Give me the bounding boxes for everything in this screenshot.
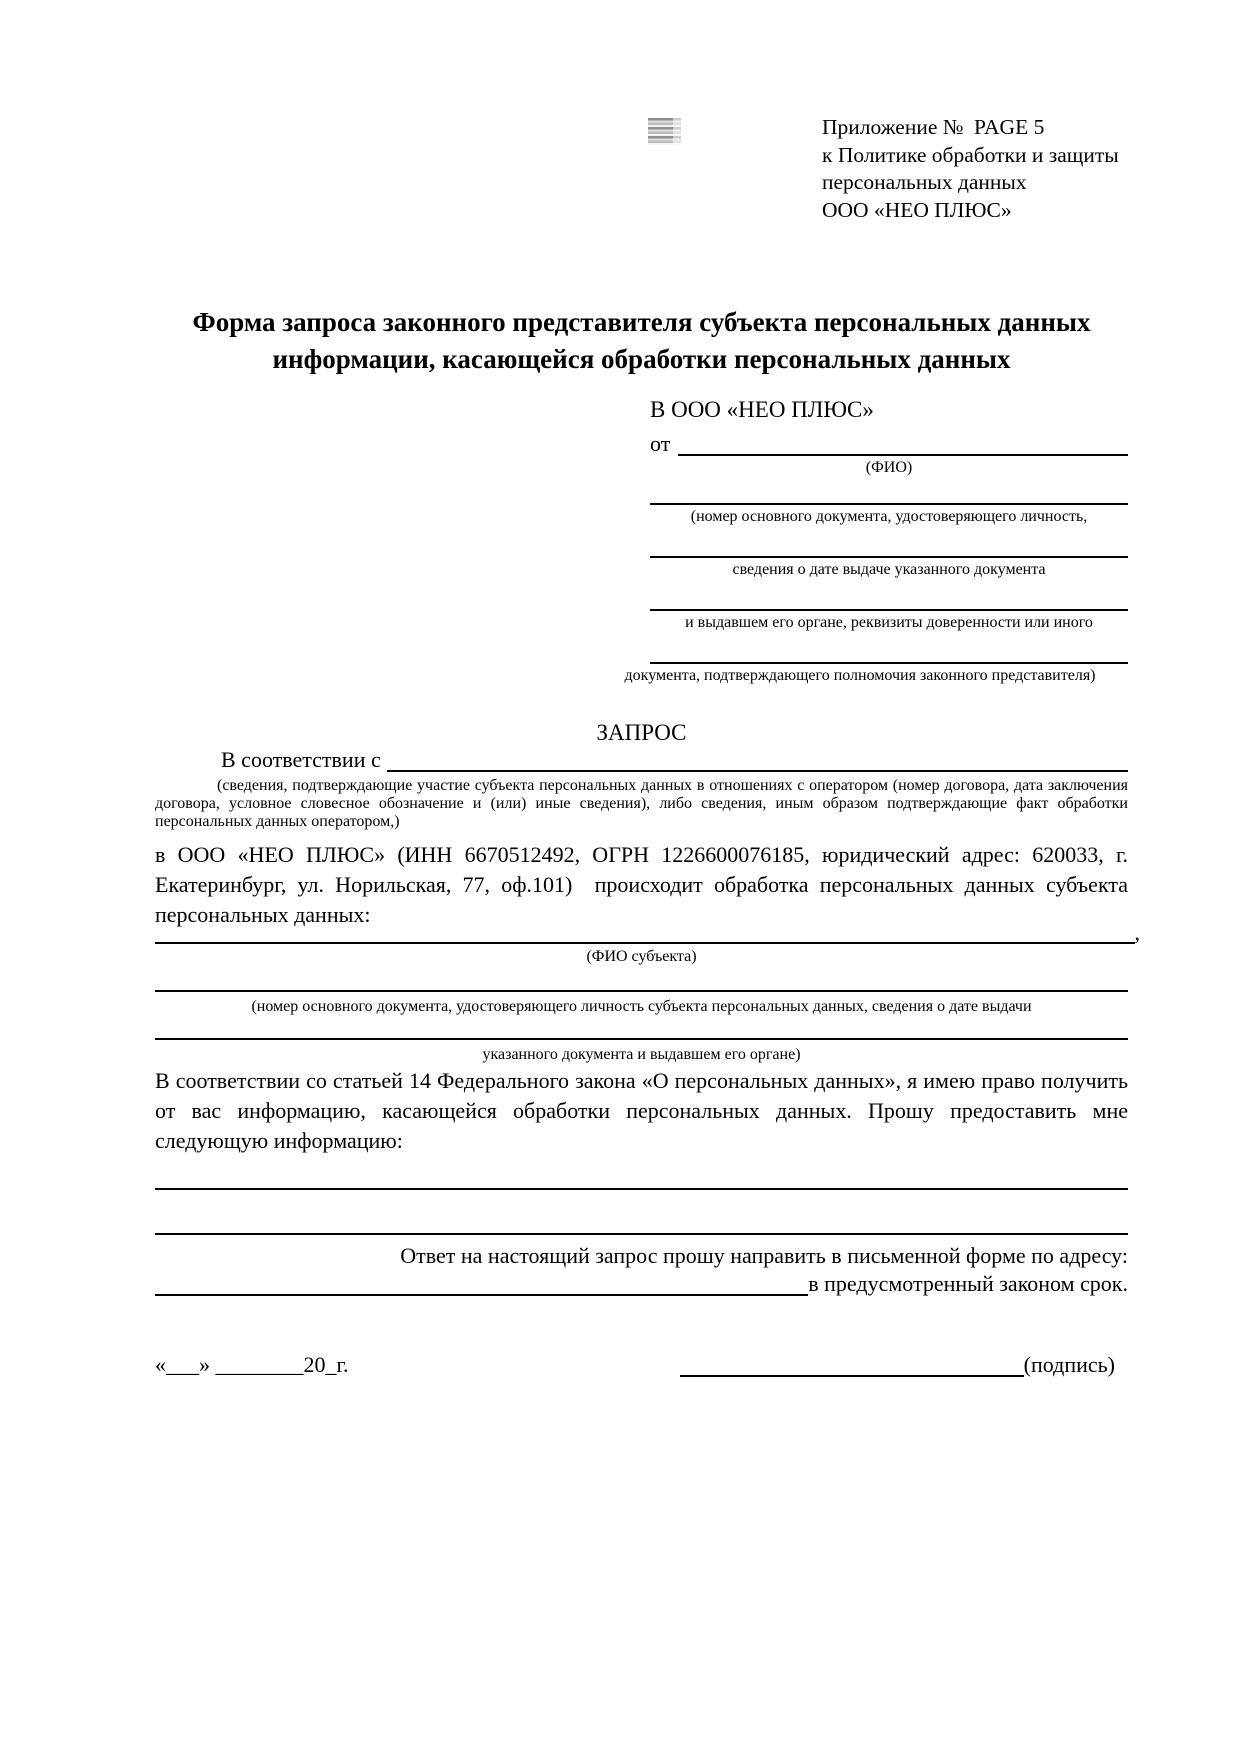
subject-comma: , (1134, 920, 1140, 945)
info-blank-line-1 (155, 1188, 1128, 1190)
issuing-authority-blank-line (650, 609, 1128, 611)
date-signature-row (155, 1350, 1115, 1377)
subject-doc-blank-line (155, 990, 1128, 992)
subject-fio-row (155, 922, 1140, 944)
appendix-subject-line: персональных данных (822, 170, 1027, 194)
subject-fio-caption: (ФИО субъекта) (586, 948, 697, 965)
appendix-header (822, 114, 1119, 224)
authority-doc-caption: документа, подтверждающего полномочия законного представителя) (624, 667, 1096, 684)
according-label: В соответствии с (221, 747, 381, 772)
form-title-line-2: информации, касающейся обработки персональных данных (272, 344, 1011, 374)
signature-blank-line (680, 1375, 1024, 1377)
doc-number-blank-line (650, 503, 1128, 505)
subject-doc-caption-2: указанного документа и выдавшем его органе) (482, 1046, 801, 1063)
operator-paragraph: в ООО «НЕО ПЛЮС» (ИНН 6670512492, ОГРН 1226600076185, юридический адрес: 620033, г. Екатеринбург, ул. Норильская, 77, оф.101) происходит обработка персональных данных субъекта персональных данных: (155, 842, 1134, 927)
issue-date-blank-line (650, 556, 1128, 558)
according-blank-line (387, 770, 1128, 772)
fio-caption: (ФИО) (865, 459, 913, 476)
subject-doc-caption: (номер основного документа, удостоверяющего личность субъекта персональных данных, сведения о дате выдачи (251, 998, 1032, 1015)
from-row (650, 430, 1128, 456)
embedded-object-icon (648, 118, 681, 145)
appendix-company-line: ООО «НЕО ПЛЮС» (822, 197, 1012, 222)
signature-group (680, 1352, 1115, 1377)
article14-paragraph: В соответствии со статьей 14 Федерального закона «О персональных данных», я имею право получить от вас информацию, касающейся обработки персональных данных. Прошу предоставить мне следующую информацию: (155, 1068, 1134, 1153)
fine-print-note: (сведения, подтверждающие участие субъекта персональных данных в отношениях с оператором (номер договора, дата заключения договора, условное словесное обозначение и (или) иные сведения), либо сведения, иным образом подтверждающие факт обработки персональных данных оператором,) (155, 777, 1128, 830)
answer-address-row (155, 1270, 1128, 1296)
address-blank-line (155, 1294, 808, 1296)
appendix-number-line: Приложение № PAGE 5 (822, 115, 1045, 139)
appendix-policy-line: к Политике обработки и защиты (822, 142, 1119, 167)
date-line: «___» ________20_г. (155, 1352, 349, 1377)
answer-sentence: Ответ на настоящий запрос прошу направить в письменной форме по адресу: (400, 1243, 1128, 1268)
authority-doc-blank-line (650, 662, 1128, 664)
subject-fio-blank-line (155, 942, 1135, 944)
info-blank-line-2 (155, 1233, 1128, 1235)
addressee-organization: В ООО «НЕО ПЛЮС» (650, 397, 874, 422)
subject-doc-blank-line-2 (155, 1038, 1128, 1040)
issue-date-caption: сведения о дате выдаче указанного документа (732, 561, 1046, 578)
issuing-authority-caption: и выдавшем его органе, реквизиты доверенности или иного (685, 614, 1093, 631)
according-row (155, 746, 1128, 772)
addressee-block (624, 396, 1128, 685)
form-title-line-1: Форма запроса законного представителя субъекта персональных данных (192, 307, 1091, 337)
answer-tail: в предусмотренный законом срок. (808, 1271, 1128, 1296)
request-heading: ЗАПРОС (596, 720, 687, 745)
signature-caption: (подпись) (1023, 1352, 1115, 1377)
from-label: от (650, 431, 671, 456)
doc-number-caption: (номер основного документа, удостоверяющего личность, (690, 508, 1088, 525)
form-title (155, 304, 1128, 378)
fio-blank-line (678, 454, 1128, 456)
